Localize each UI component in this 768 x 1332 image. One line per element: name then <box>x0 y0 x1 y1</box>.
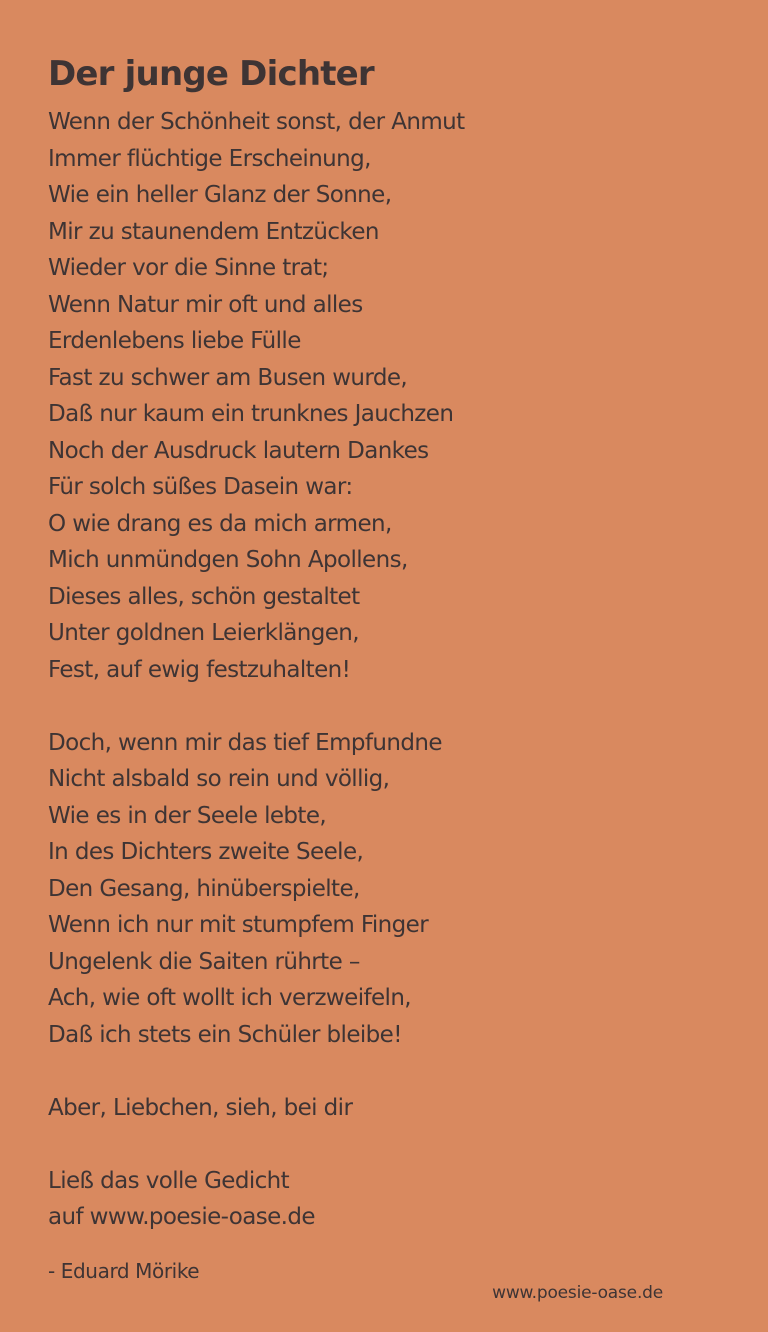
poem-line: Wenn Natur mir oft und alles <box>48 291 363 318</box>
poem-line: Den Gesang, hinüberspielte, <box>48 875 360 902</box>
poem-line: Wie es in der Seele lebte, <box>48 802 327 829</box>
poem-line: Daß nur kaum ein trunknes Jauchzen <box>48 401 454 427</box>
poem-line: Nicht alsbald so rein und völlig, <box>48 766 390 792</box>
poem-line: Daß ich stets ein Schüler bleibe! <box>48 1021 402 1048</box>
poem-author: - Eduard Mörike <box>48 1259 200 1283</box>
poem-line: Wie ein heller Glanz der Sonne, <box>48 182 392 208</box>
poem-line: Für solch süßes Dasein war: <box>48 474 353 500</box>
poem-stanza <box>48 725 738 1054</box>
poem-line: Fest, auf ewig festzuhalten! <box>48 656 351 683</box>
poem-line: O wie drang es da mich armen, <box>48 510 392 537</box>
poem-line: Doch, wenn mir das tief Empfundne <box>48 729 442 756</box>
poem-line: Erdenlebens liebe Fülle <box>48 328 301 354</box>
poem-stanza <box>48 1090 738 1127</box>
poem-line: In des Dichters zweite Seele, <box>48 839 364 865</box>
poem-line: Mich unmündgen Sohn Apollens, <box>48 547 408 573</box>
poem-line: Ungelenk die Saiten rührte – <box>48 948 360 975</box>
poem-line: Ließ das volle Gedicht <box>48 1167 290 1194</box>
poem-stanza <box>48 1163 738 1236</box>
poem-line: Wenn der Schönheit sonst, der Anmut <box>48 109 465 135</box>
poem-line: Dieses alles, schön gestaltet <box>48 583 360 610</box>
poem-line: Wenn ich nur mit stumpfem Finger <box>48 912 429 938</box>
poem-line: Unter goldnen Leierklängen, <box>48 620 359 646</box>
poem-line: Mir zu staunendem Entzücken <box>48 218 379 245</box>
poem-line: Ach, wie oft wollt ich verzweifeln, <box>48 985 412 1011</box>
poem-line: Fast zu schwer am Busen wurde, <box>48 364 408 391</box>
poem-line: Wieder vor die Sinne trat; <box>48 255 329 281</box>
poem-body <box>48 104 738 1272</box>
poem-line: Aber, Liebchen, sieh, bei dir <box>48 1094 353 1121</box>
poem-line: auf www.poesie-oase.de <box>48 1204 315 1230</box>
poem-line: Immer flüchtige Erscheinung, <box>48 145 371 172</box>
poem-title: Der junge Dichter <box>48 54 374 94</box>
poem-stanza <box>48 104 738 688</box>
site-watermark: www.poesie-oase.de <box>492 1283 663 1303</box>
poem-line: Noch der Ausdruck lautern Dankes <box>48 437 429 464</box>
